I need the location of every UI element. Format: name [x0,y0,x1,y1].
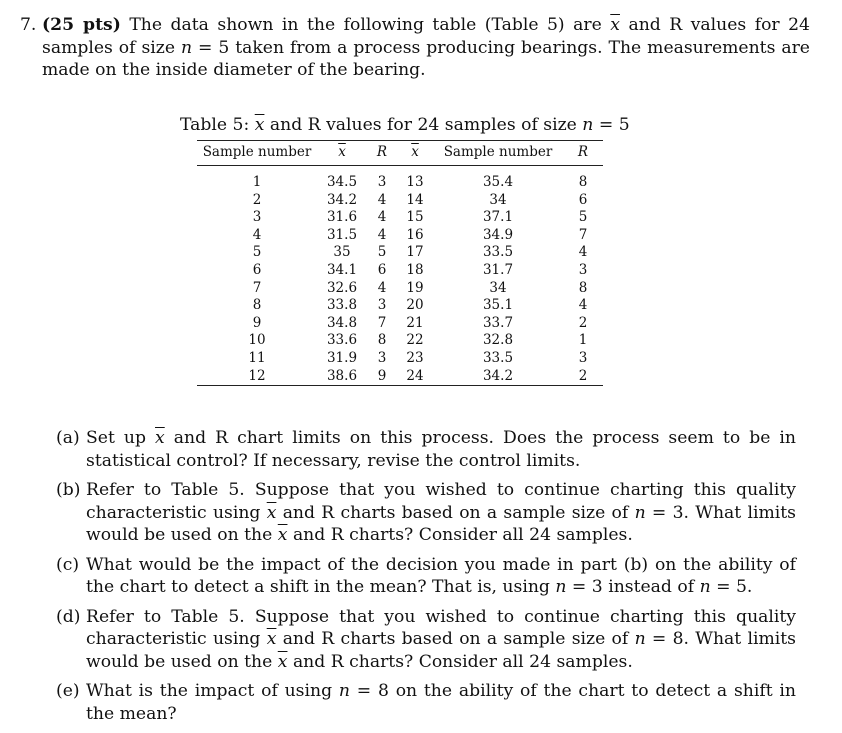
part-c: (c) What would be the impact of the decision you made in part (b) on the ability of the chart to detect a shift in the mean? That is, using n = 3 instead of n = 5. [56,554,796,597]
table-row [197,166,603,192]
table-header-row [197,141,603,166]
cell-sample-number: 9 [252,314,262,331]
part-a-label: (a) [56,428,80,448]
cell-r: 7 [377,314,387,331]
cell-xbar-2: 31.7 [482,261,514,278]
cell-xbar-2: 34.9 [482,226,514,243]
cell-sample-number-2: 14 [406,191,424,208]
table-row [197,262,603,280]
cell-r: 4 [377,279,387,296]
cell-r-2: 7 [578,226,588,243]
cell-sample-number: 5 [252,244,262,261]
cell-r-2: 3 [578,349,588,366]
cell-r: 3 [377,349,387,366]
cell-sample-number: 8 [252,297,262,314]
cell-sample-number: 10 [248,332,266,349]
header-r: R [367,141,397,166]
part-a: (a) Set up $\overline{x}$ and R chart limits on this process. Does the process seem to be in statistical control? If necessary, revise the control limits. [56,428,797,471]
cell-sample-number-2: 15 [406,209,424,226]
cell-sample-number-2: 17 [406,244,424,261]
cell-sample-number: 7 [252,279,262,296]
cell-r-2: 3 [578,261,588,278]
cell-xbar: 31.5 [326,226,358,243]
table-row [197,332,603,350]
cell-r-2: 4 [578,297,588,314]
table-row [197,280,603,298]
cell-r-2: 2 [563,368,603,386]
cell-sample-number: 6 [252,261,262,278]
n-variable: n [180,37,193,58]
part-e-label: (e) [56,681,80,701]
cell-sample-number: 1 [252,174,262,190]
data-table-wrapper [197,140,603,386]
cell-xbar: 34.5 [326,174,358,190]
cell-sample-number: 12 [197,368,317,386]
cell-r: 4 [377,191,387,208]
cell-xbar: 33.6 [326,332,358,349]
cell-xbar: 31.9 [326,349,358,366]
cell-xbar: 31.6 [326,209,358,226]
cell-sample-number: 11 [248,349,266,366]
cell-xbar: 38.6 [317,368,367,386]
cell-r: 4 [377,209,387,226]
cell-r: 9 [367,368,397,386]
problem-points: (25 pts) [42,15,121,35]
cell-r-2: 1 [578,332,588,349]
header-xbar: $\overline{x}$ [317,141,367,166]
part-d-label: (d) [56,606,81,627]
problem-text: (25 pts) The data shown in the following table (Table 5) are $\overline{x}$ and R values for 24 samples of size n = 5 taken from a process producing bearings. The measurements are made on the inside diameter of the bearing. [42,15,810,80]
cell-r-2: 4 [578,244,588,261]
part-d: (d) Refer to Table 5. Suppose that you wished to continue charting this quality characteristic using $\overline{x}$ and R charts based on a sample size of n = 8. What limits would be used on the $\overline{x}$ and R charts? Consider all 24 samples. [56,606,796,672]
cell-sample-number: 4 [252,226,262,243]
header-xbar-2: $\overline{x}$ [397,141,433,166]
cell-r: 8 [377,332,387,349]
cell-xbar: 33.8 [326,297,358,314]
cell-xbar-2: 35.1 [482,297,514,314]
cell-sample-number-2: 21 [406,314,424,331]
header-sample-number-2: Sample number [433,141,563,166]
table-row [197,350,603,368]
cell-r-2: 2 [578,314,588,331]
question-parts [56,427,796,732]
cell-sample-number-2: 13 [406,174,424,190]
data-table [197,140,603,386]
table-row [197,209,603,227]
cell-xbar-2: 33.5 [482,349,514,366]
cell-xbar: 34.2 [326,191,358,208]
cell-sample-number-2: 19 [406,279,424,296]
cell-r: 3 [377,174,387,190]
table-caption: Table 5: $\overline{x}$ and R values for 24 samples of size n = 5 [180,115,630,135]
table-row [197,192,603,210]
problem-number: 7. [20,15,37,35]
table-row [197,315,603,333]
xbar-symbol: $\overline{x}$ [610,15,620,35]
cell-sample-number-2: 20 [406,297,424,314]
table-row [197,368,603,386]
cell-xbar-2: 34.2 [433,368,563,386]
part-b: (b) Refer to Table 5. Suppose that you wished to continue charting this quality characteristic using $\overline{x}$ and R charts based on a sample size of n = 3. What limits would be used on the $\overline{x}$ and R charts? Consider all 24 samples. [56,480,796,545]
part-b-label: (b) [56,480,81,500]
cell-r: 5 [377,244,387,261]
cell-sample-number-2: 23 [406,349,424,366]
cell-r-2: 8 [578,279,588,296]
cell-sample-number-2: 18 [406,261,424,278]
cell-xbar-2: 34 [489,191,507,208]
cell-r: 3 [377,297,387,314]
cell-xbar: 32.6 [326,279,358,296]
cell-xbar-2: 33.7 [482,314,514,331]
header-sample-number: Sample number [197,141,317,166]
part-c-label: (c) [56,554,80,575]
cell-sample-number-2: 24 [397,368,433,386]
cell-xbar: 34.1 [326,261,358,278]
table-row [197,297,603,315]
cell-sample-number: 2 [252,191,262,208]
table-row [197,227,603,245]
cell-r-2: 5 [578,209,588,226]
problem-statement [20,14,810,82]
header-r-2: R [563,141,603,166]
table-row [197,244,603,262]
part-e: (e) What is the impact of using n = 8 on the ability of the chart to detect a shift in the mean? [56,681,796,724]
cell-xbar-2: 32.8 [482,332,514,349]
cell-xbar-2: 33.5 [482,244,514,261]
cell-xbar: 34.8 [326,314,358,331]
cell-xbar-2: 34 [489,279,507,296]
cell-r-2: 8 [578,174,588,190]
cell-sample-number-2: 22 [406,332,424,349]
cell-xbar: 35 [333,244,351,261]
cell-r: 6 [377,261,387,278]
cell-sample-number-2: 16 [406,226,424,243]
cell-sample-number: 3 [252,209,262,226]
cell-xbar-2: 37.1 [482,209,514,226]
cell-r-2: 6 [578,191,588,208]
cell-xbar-2: 35.4 [482,174,514,190]
cell-r: 4 [377,226,387,243]
